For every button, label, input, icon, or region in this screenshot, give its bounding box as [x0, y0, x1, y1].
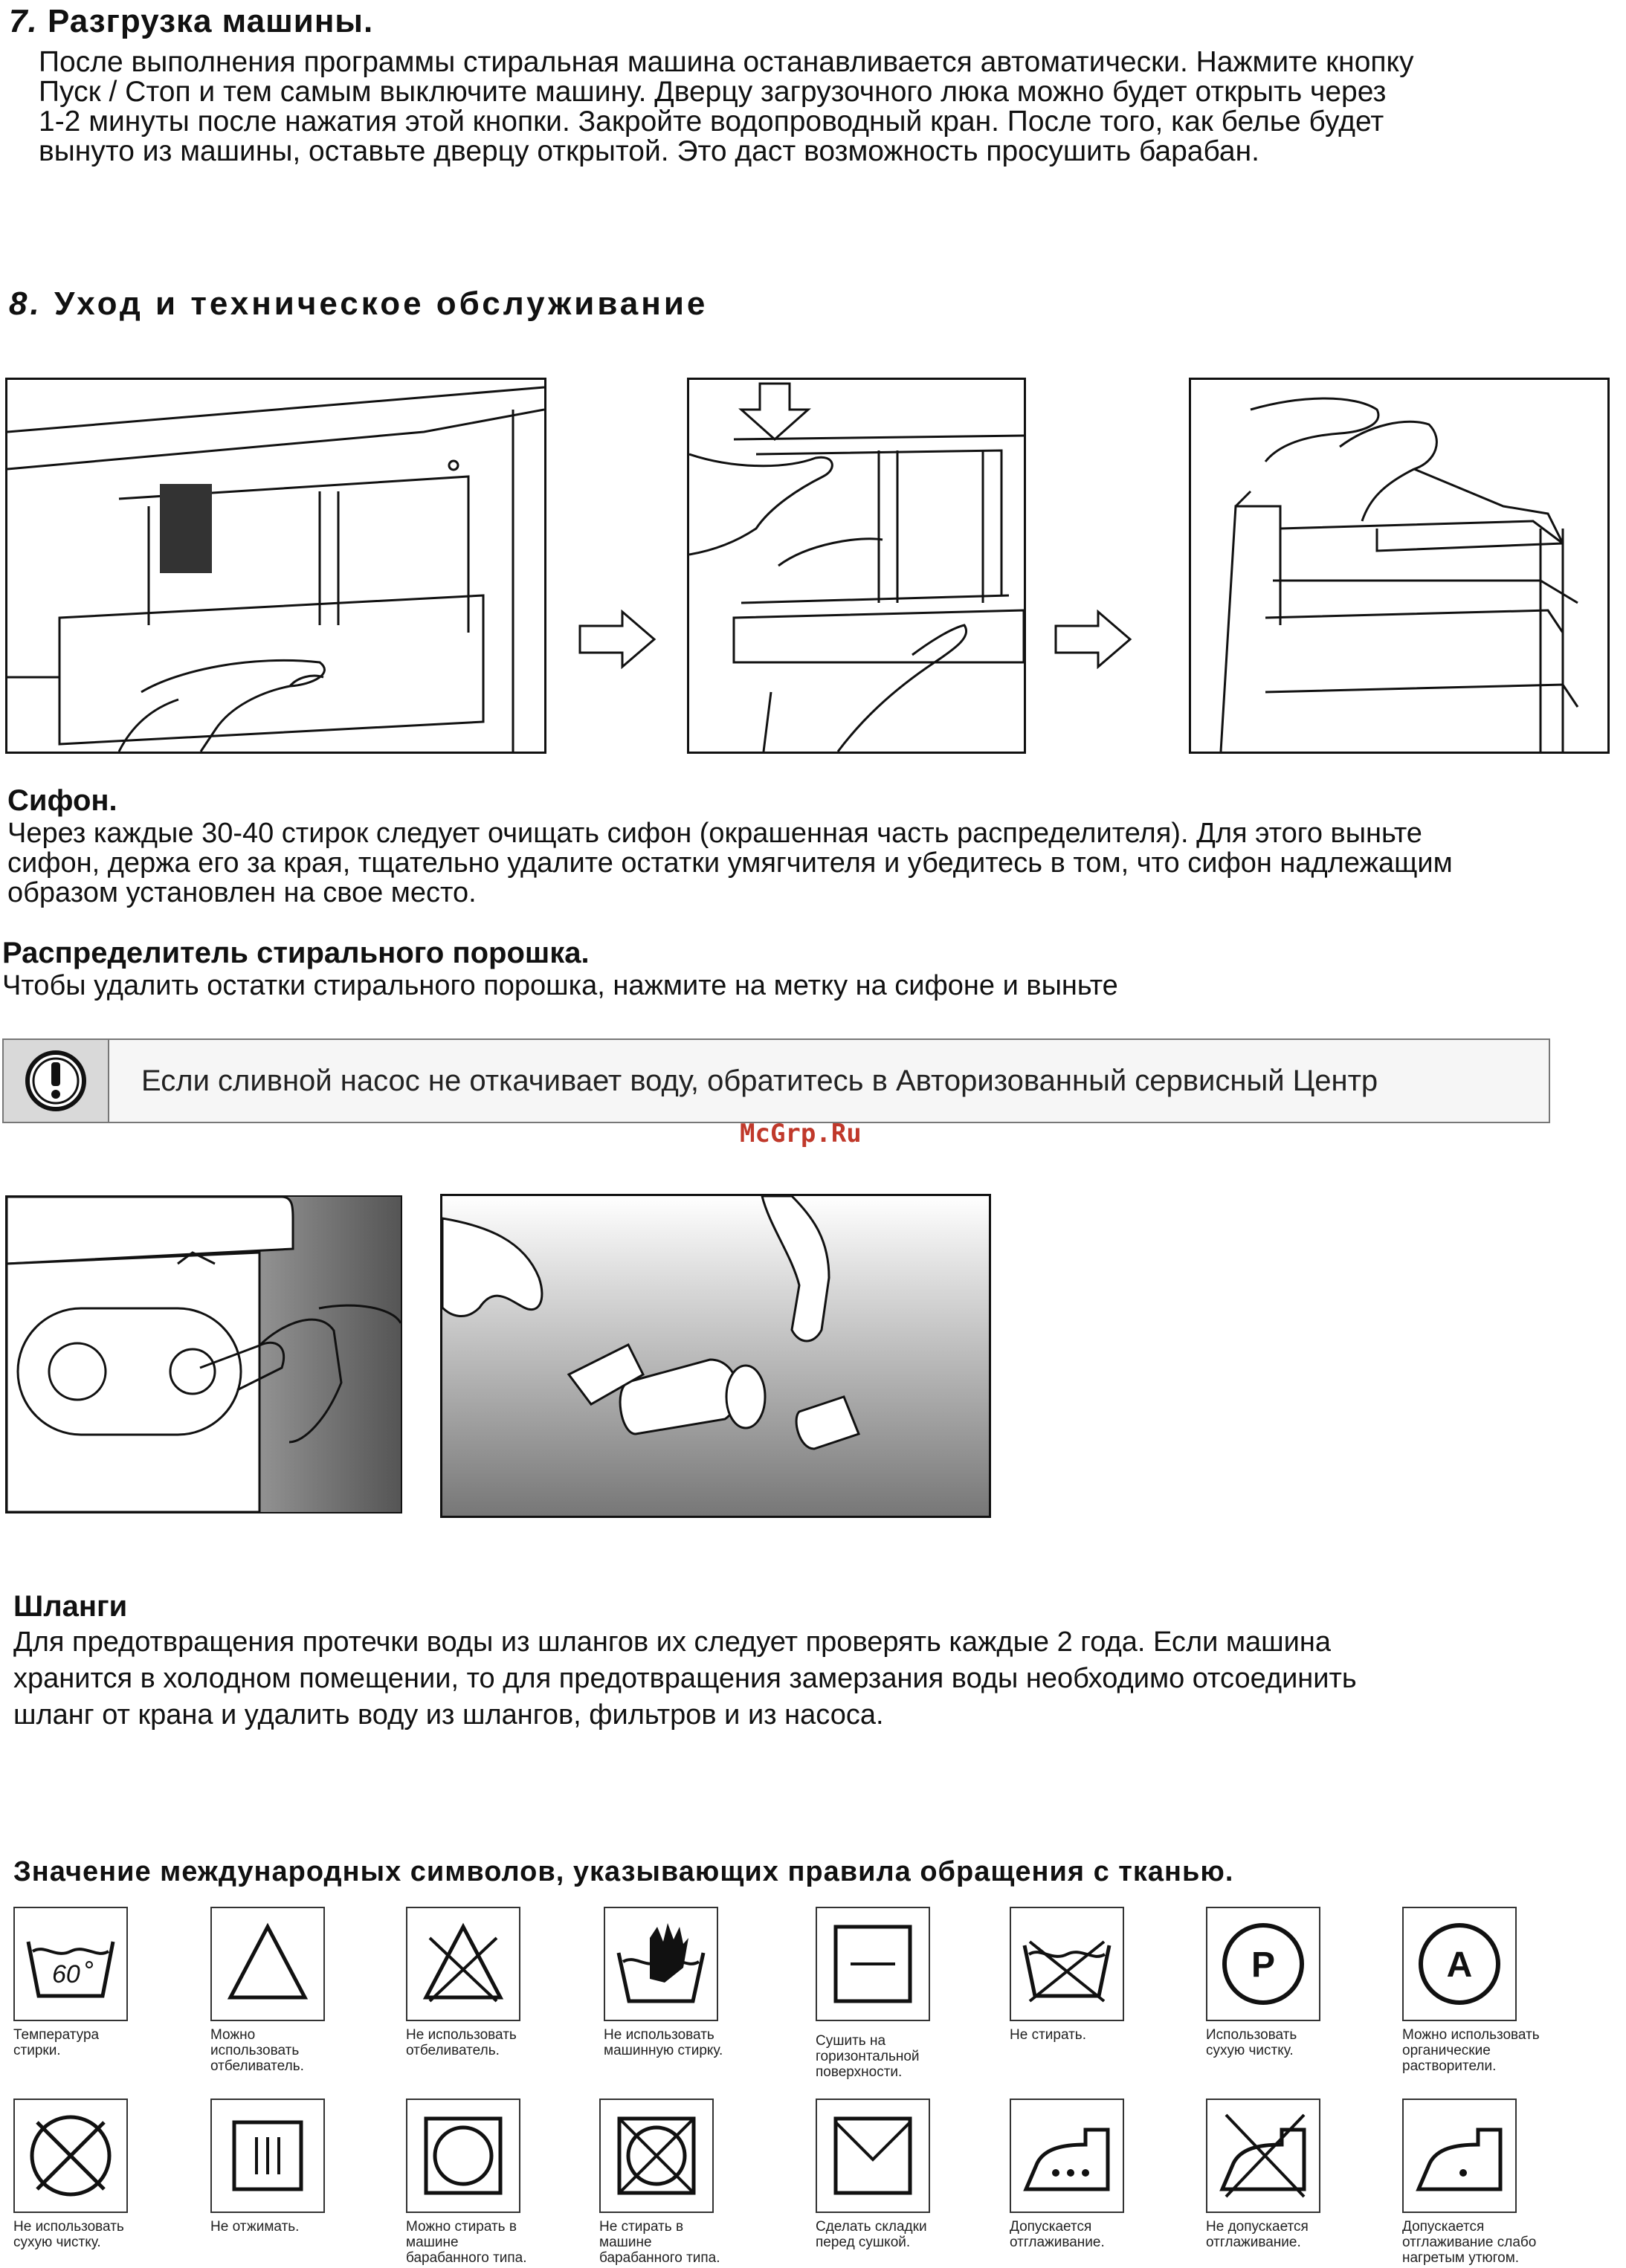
iron-allowed-icon — [1010, 2099, 1124, 2213]
section7-title: Разгрузка машины. — [47, 3, 374, 39]
no-wash-icon — [1010, 1907, 1124, 2021]
section7-heading — [9, 3, 373, 40]
siphon-line: Через каждые 30-40 стирок следует очищать сифон (окрашенная часть распределителя). Для этого выньте — [7, 818, 1422, 849]
dry-clean-p-letter: P — [1251, 1945, 1276, 1985]
symbol-caption: Можно использовать органические растворители. — [1402, 2027, 1540, 2074]
figure-dispenser-press — [687, 378, 1026, 754]
symbol-caption: Можно стирать в машине барабанного типа. — [406, 2219, 527, 2266]
siphon-remove-illustration — [1191, 380, 1607, 752]
watermark: McGrp.Ru — [740, 1119, 862, 1148]
hoses-section — [13, 1589, 1619, 1734]
section7-line: вынуто из машины, оставьте дверцу открытой. Это даст возможность просушить барабан. — [39, 135, 1259, 167]
symbol-caption: Допускается отглаживание. — [1010, 2219, 1105, 2250]
section8-number: 8. — [9, 285, 42, 322]
dispenser-text: Чтобы удалить остатки стирального порошка, нажмите на метку на сифоне и выньте — [2, 970, 1118, 1001]
hoses-line: Для предотвращения протечки воды из шлангов их следует проверять каждые 2 года. Если машина — [13, 1626, 1331, 1658]
figure-pump-filter — [5, 1195, 402, 1513]
dispenser-press-illustration — [689, 380, 1024, 752]
symbol-caption: Не отжимать. — [210, 2219, 300, 2235]
tumble-dry-icon — [406, 2099, 520, 2213]
warning-text: Если сливной насос не откачивает воду, обратитесь в Авторизованный сервисный Центр — [141, 1064, 1378, 1097]
symbol-caption: Не использовать отбеливатель. — [406, 2027, 517, 2058]
wash-temperature-value: 60 — [52, 1960, 80, 1988]
no-wring-icon — [210, 2099, 325, 2213]
section8-title: Уход и техническое обслуживание — [54, 285, 709, 322]
fold-before-dry-icon — [816, 2099, 930, 2213]
symbol-caption: Можно использовать отбеливатель. — [210, 2027, 304, 2074]
right-arrow-icon — [1054, 610, 1132, 669]
no-tumble-dry-icon — [599, 2099, 714, 2213]
no-iron-icon — [1206, 2099, 1320, 2213]
symbol-caption: Не стирать. — [1010, 2027, 1086, 2043]
pump-filter-illustration — [7, 1197, 401, 1512]
figure-siphon-parts — [440, 1194, 991, 1518]
section7-line: Пуск / Стоп и тем самым выключите машину. Дверцу загрузочного люка можно будет открыть через — [39, 76, 1387, 108]
section7-body — [39, 48, 1612, 167]
no-bleach-icon — [406, 1907, 520, 2021]
dry-clean-p-icon — [1206, 1907, 1320, 2021]
iron-low-icon — [1402, 2099, 1517, 2213]
siphon-title: Сифон. — [7, 784, 117, 817]
section7-line: 1-2 минуты после нажатия этой кнопки. Закройте водопроводный кран. После того, как белье будет — [39, 106, 1384, 138]
bleach-allowed-icon — [210, 1907, 325, 2021]
dispenser-section — [2, 935, 1616, 1001]
dry-clean-a-letter: A — [1446, 1945, 1473, 1985]
siphon-parts-illustration — [442, 1196, 989, 1516]
symbol-caption: Использовать сухую чистку. — [1206, 2027, 1297, 2058]
section7-number: 7. — [9, 3, 38, 39]
siphon-line: сифон, держа его за края, тщательно удалите остатки умягчителя и убедитесь в том, что сифон надлежащим — [7, 847, 1453, 879]
siphon-section — [7, 783, 1621, 908]
figure-siphon-remove — [1189, 378, 1610, 754]
no-dry-clean-icon — [13, 2099, 128, 2213]
symbol-caption: Температура стирки. — [13, 2027, 100, 2058]
symbols-title: Значение международных символов, указывающих правила обращения с тканью. — [13, 1856, 1234, 1887]
symbol-caption: Не стирать в машине барабанного типа. — [599, 2219, 720, 2266]
hoses-line: хранится в холодном помещении, то для предотвращения замерзания воды необходимо отсоединить — [13, 1663, 1357, 1694]
wash-temperature-icon — [13, 1907, 128, 2021]
dry-flat-icon — [816, 1907, 930, 2021]
symbol-caption: Не использовать машинную стирку. — [604, 2027, 723, 2058]
section8-heading — [9, 285, 708, 323]
right-arrow-icon — [578, 610, 656, 669]
hoses-line: шланг от крана и удалить воду из шлангов, фильтров и из насоса. — [13, 1699, 884, 1731]
symbol-caption: Не использовать сухую чистку. — [13, 2219, 124, 2250]
exclamation-icon — [4, 1040, 108, 1122]
dispenser-pull-illustration — [7, 380, 544, 752]
symbol-caption: Сделать складки перед сушкой. — [816, 2219, 927, 2250]
dry-clean-a-icon — [1402, 1907, 1517, 2021]
siphon-line: образом установлен на свое место. — [7, 877, 477, 908]
symbol-caption: Не допускается отглаживание. — [1206, 2219, 1309, 2250]
symbol-caption: Допускается отглаживание слабо нагретым утюгом. — [1402, 2219, 1537, 2266]
section7-line: После выполнения программы стиральная машина останавливается автоматически. Нажмите кнопку — [39, 46, 1414, 78]
hoses-title: Шланги — [13, 1590, 128, 1623]
warning-icon-area — [4, 1040, 109, 1122]
hand-wash-icon — [604, 1907, 718, 2021]
dispenser-title: Распределитель стирального порошка. — [2, 937, 590, 969]
symbol-caption: Сушить на горизонтальной поверхности. — [816, 2033, 920, 2080]
figure-dispenser-pull — [5, 378, 546, 754]
warning-box — [2, 1038, 1550, 1123]
